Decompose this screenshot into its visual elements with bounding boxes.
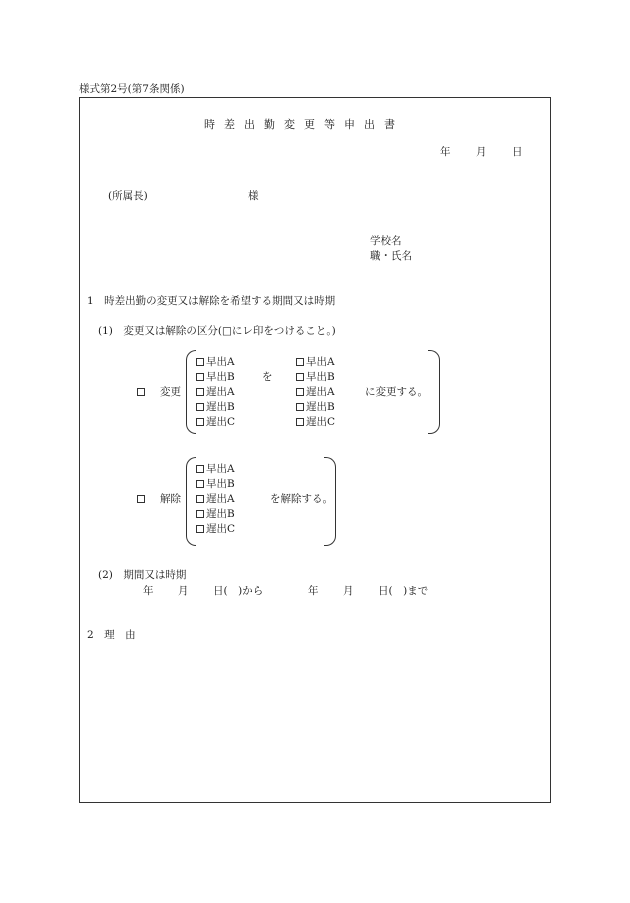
checkbox-icon (196, 418, 204, 426)
checkbox-icon (196, 495, 204, 503)
checkbox-icon (196, 480, 204, 488)
change-left-bracket (186, 350, 196, 434)
date-year-label: 年 (440, 146, 451, 158)
date-month-label: 月 (476, 146, 487, 158)
cancel-option[interactable]: 遅出C (196, 524, 235, 535)
section1-sub2: (2) 期間又は時期 (98, 569, 187, 581)
cancel-option[interactable]: 遅出A (196, 494, 235, 505)
change-checkbox[interactable] (137, 387, 147, 398)
cancel-option[interactable]: 遅出B (196, 509, 235, 520)
checkbox-icon (137, 388, 145, 396)
section2-heading: 2 理 由 (87, 629, 136, 641)
change-label: 変更 (160, 386, 181, 398)
from-month-label: 月 (178, 585, 189, 597)
cancel-left-bracket (186, 457, 196, 546)
change-to-option[interactable]: 遅出A (296, 387, 335, 398)
form-id: 様式第2号(第7条関係) (79, 83, 185, 95)
addressee-honorific: 様 (248, 190, 259, 202)
date-day-label: 日 (512, 146, 523, 158)
checkbox-icon (296, 373, 304, 381)
change-suffix: に変更する。 (365, 386, 428, 398)
to-year-label: 年 (308, 585, 319, 597)
change-to-option[interactable]: 早出A (296, 357, 335, 368)
checkbox-icon (196, 510, 204, 518)
cancel-suffix: を解除する。 (270, 493, 333, 505)
addressee-label: (所属長) (108, 190, 148, 202)
checkbox-icon (196, 358, 204, 366)
change-from-option[interactable]: 遅出A (196, 387, 235, 398)
change-right-bracket (428, 350, 440, 434)
applicant-name-label: 職・氏名 (370, 250, 412, 262)
checkbox-icon (196, 373, 204, 381)
checkbox-icon (296, 358, 304, 366)
from-day-label: 日( )から (213, 585, 264, 597)
section1-sub1: (1) 変更又は解除の区分(□にレ印をつけること。) (98, 325, 336, 337)
section1-heading: 1 時差出勤の変更又は解除を希望する期間又は時期 (87, 295, 336, 307)
school-name-label: 学校名 (370, 235, 402, 247)
cancel-option[interactable]: 早出B (196, 479, 235, 490)
cancel-label: 解除 (160, 493, 181, 505)
change-from-option[interactable]: 早出A (196, 357, 235, 368)
form-frame (79, 97, 551, 803)
cancel-checkbox[interactable] (137, 494, 147, 505)
cancel-option[interactable]: 早出A (196, 464, 235, 475)
checkbox-icon (137, 495, 145, 503)
checkbox-icon (196, 525, 204, 533)
change-from-option[interactable]: 早出B (196, 372, 235, 383)
change-to-option[interactable]: 遅出C (296, 417, 335, 428)
change-connector: を (262, 371, 273, 383)
change-to-option[interactable]: 早出B (296, 372, 335, 383)
form-title: 時差出勤変更等申出書 (204, 118, 404, 131)
checkbox-icon (296, 403, 304, 411)
from-year-label: 年 (143, 585, 154, 597)
checkbox-icon (196, 388, 204, 396)
to-day-label: 日( )まで (378, 585, 429, 597)
change-to-option[interactable]: 遅出B (296, 402, 335, 413)
change-from-option[interactable]: 遅出C (196, 417, 235, 428)
checkbox-icon (296, 388, 304, 396)
checkbox-icon (196, 465, 204, 473)
checkbox-icon (196, 403, 204, 411)
change-from-option[interactable]: 遅出B (196, 402, 235, 413)
to-month-label: 月 (343, 585, 354, 597)
checkbox-icon (296, 418, 304, 426)
